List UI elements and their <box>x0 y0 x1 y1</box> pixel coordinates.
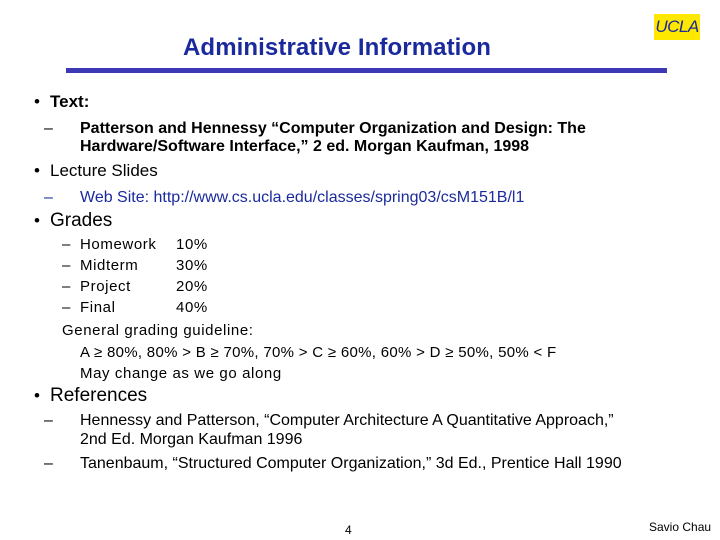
title-rule <box>66 68 667 73</box>
bullet-lecture <box>34 161 158 181</box>
text-item-line2: Hardware/Software Interface,” 2 ed. Morgan Kaufman, 1998 <box>80 138 530 155</box>
grade-dash: – <box>62 257 71 274</box>
grade-dash: – <box>62 236 71 253</box>
grade-name: Midterm <box>80 257 139 274</box>
guideline-note: May change as we go along <box>80 365 282 382</box>
grade-name: Final <box>80 299 116 316</box>
bullet-text <box>34 92 89 112</box>
grades-heading: Grades <box>50 210 113 231</box>
grade-row-midterm <box>62 255 208 276</box>
lecture-heading: Lecture Slides <box>50 161 158 180</box>
bullet-glyph: • <box>34 211 40 230</box>
references-heading: References <box>50 385 148 406</box>
bullet-references <box>34 386 147 406</box>
guideline-label: General grading guideline: <box>62 322 254 339</box>
text-item-dash: – <box>44 120 53 137</box>
bullet-glyph: • <box>34 161 40 180</box>
bullet-glyph: • <box>34 386 40 405</box>
text-item-line1: Patterson and Hennessy “Computer Organization and Design: The <box>80 120 586 137</box>
grade-row-final <box>62 297 208 318</box>
bullet-grades <box>34 211 112 231</box>
bullet-glyph: • <box>34 92 40 111</box>
grade-pct: 30% <box>176 257 208 274</box>
reference-2-line1: Tanenbaum, “Structured Computer Organization,” 3d Ed., Prentice Hall 1990 <box>80 455 622 472</box>
grade-row-homework <box>62 234 208 255</box>
guideline-rule: A ≥ 80%, 80% > B ≥ 70%, 70% > C ≥ 60%, 60% > D ≥ 50%, 50% < F <box>80 344 557 361</box>
author-name: Savio Chau <box>649 520 712 534</box>
slide-title: Administrative Information <box>183 34 491 61</box>
lecture-item-dash: – <box>44 189 53 206</box>
grade-pct: 10% <box>176 236 208 253</box>
grade-pct: 20% <box>176 278 208 295</box>
page-number: 4 <box>345 523 352 537</box>
text-heading: Text: <box>50 92 90 111</box>
ucla-logo: UCLA <box>654 14 700 40</box>
reference-dash: – <box>44 412 53 429</box>
lecture-website-link[interactable]: Web Site: http://www.cs.ucla.edu/classes/spring03/csM151B/l1 <box>80 189 525 206</box>
grade-row-project <box>62 276 208 297</box>
reference-1-line1: Hennessy and Patterson, “Computer Architecture A Quantitative Approach,” <box>80 412 614 429</box>
reference-1-line2: 2nd Ed. Morgan Kaufman 1996 <box>80 431 303 448</box>
grade-name: Project <box>80 278 131 295</box>
grade-name: Homework <box>80 236 157 253</box>
grade-dash: – <box>62 278 71 295</box>
grade-dash: – <box>62 299 71 316</box>
reference-dash: – <box>44 455 53 472</box>
grade-pct: 40% <box>176 299 208 316</box>
